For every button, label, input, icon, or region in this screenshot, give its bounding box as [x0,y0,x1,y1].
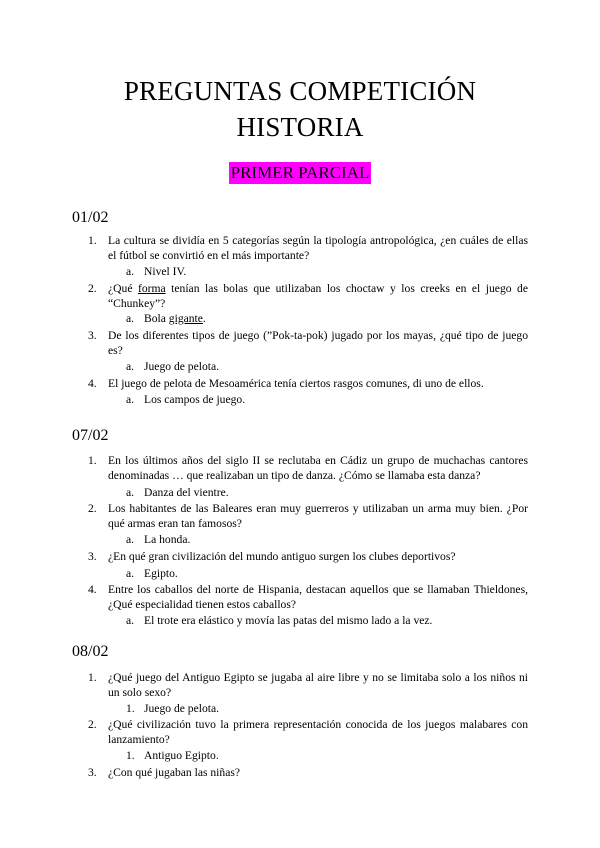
answer-label: a. [126,360,135,373]
answer-label: a. [126,533,135,546]
answer-label: 1. [126,702,135,715]
answer-label: a. [126,393,135,406]
page-title: PREGUNTAS COMPETICIÓN [123,76,477,106]
section-heading: PRIMER PARCIAL [230,163,370,182]
question-number: 4. [88,377,97,390]
answer-text: Bola gigante. [144,312,206,325]
question-text: Los habitantes de las Baleares eran muy guerreros y utilizaban un arma muy bien. ¿Por qué armas eran tan famosos? [108,502,528,530]
answer-label: a. [126,614,135,627]
answer-text: Juego de pelota. [144,702,220,715]
question-number: 3. [88,550,97,563]
answer-text: Nivel IV. [144,265,187,278]
date-heading: 01/02 [72,209,109,226]
answer-label: a. [126,265,135,278]
answer-text: Antiguo Egipto. [144,749,219,762]
answer-text: Juego de pelota. [144,360,220,373]
answer-text: Danza del vientre. [144,486,229,499]
date-heading: 08/02 [72,643,109,660]
question-text: El juego de pelota de Mesoamérica tenía ciertos rasgos comunes, di uno de ellos. [108,377,484,390]
question-number: 3. [88,766,97,779]
question-number: 2. [88,502,97,515]
subtitle-wrap [0,162,600,184]
answer-label: a. [126,312,135,325]
question-text: ¿Con qué jugaban las niñas? [108,766,241,779]
page-title-line2: HISTORIA [236,112,364,142]
answer-label: a. [126,567,135,580]
date-heading: 07/02 [72,427,109,444]
question-text: Entre los caballos del norte de Hispania, destacan aquellos que se llamaban Thieldones, ¿Qué especialidad tienen estos caballos? [108,583,528,611]
answer-text: Los campos de juego. [144,393,246,406]
question-text: ¿Qué juego del Antiguo Egipto se jugaba al aire libre y no se limitaba solo a los niños ni un solo sexo? [108,671,528,699]
answer-text: La honda. [144,533,191,546]
question-number: 1. [88,671,97,684]
question-text: ¿Qué forma tenían las bolas que utilizaban los choctaw y los creeks en el juego de “Chunkey”? [108,282,528,310]
question-number: 1. [88,454,97,467]
question-text: De los diferentes tipos de juego (”Pok-ta-pok) jugado por los mayas, ¿qué tipo de juego es? [108,329,528,357]
question-text: ¿Qué civilización tuvo la primera representación conocida de los juegos malabares con lanzamiento? [108,718,528,746]
question-number: 1. [88,234,97,247]
question-number: 4. [88,583,97,596]
question-number: 2. [88,718,97,731]
question-text: ¿En qué gran civilización del mundo antiguo surgen los clubes deportivos? [108,550,456,563]
question-number: 3. [88,329,97,342]
answer-text: Egipto. [144,567,178,580]
question-number: 2. [88,282,97,295]
answer-text: El trote era elástico y movía las patas del mismo lado a la vez. [144,614,433,627]
question-text: La cultura se dividía en 5 categorías según la tipología antropológica, ¿en cuáles de ellas el fútbol se convirtió en el más importante? [108,234,528,262]
answer-label: a. [126,486,135,499]
question-text: En los últimos años del siglo II se reclutaba en Cádiz un grupo de muchachas cantores denominadas … que realizaban un tipo de danza. ¿Cómo se llamaba esta danza? [108,454,528,482]
answer-label: 1. [126,749,135,762]
